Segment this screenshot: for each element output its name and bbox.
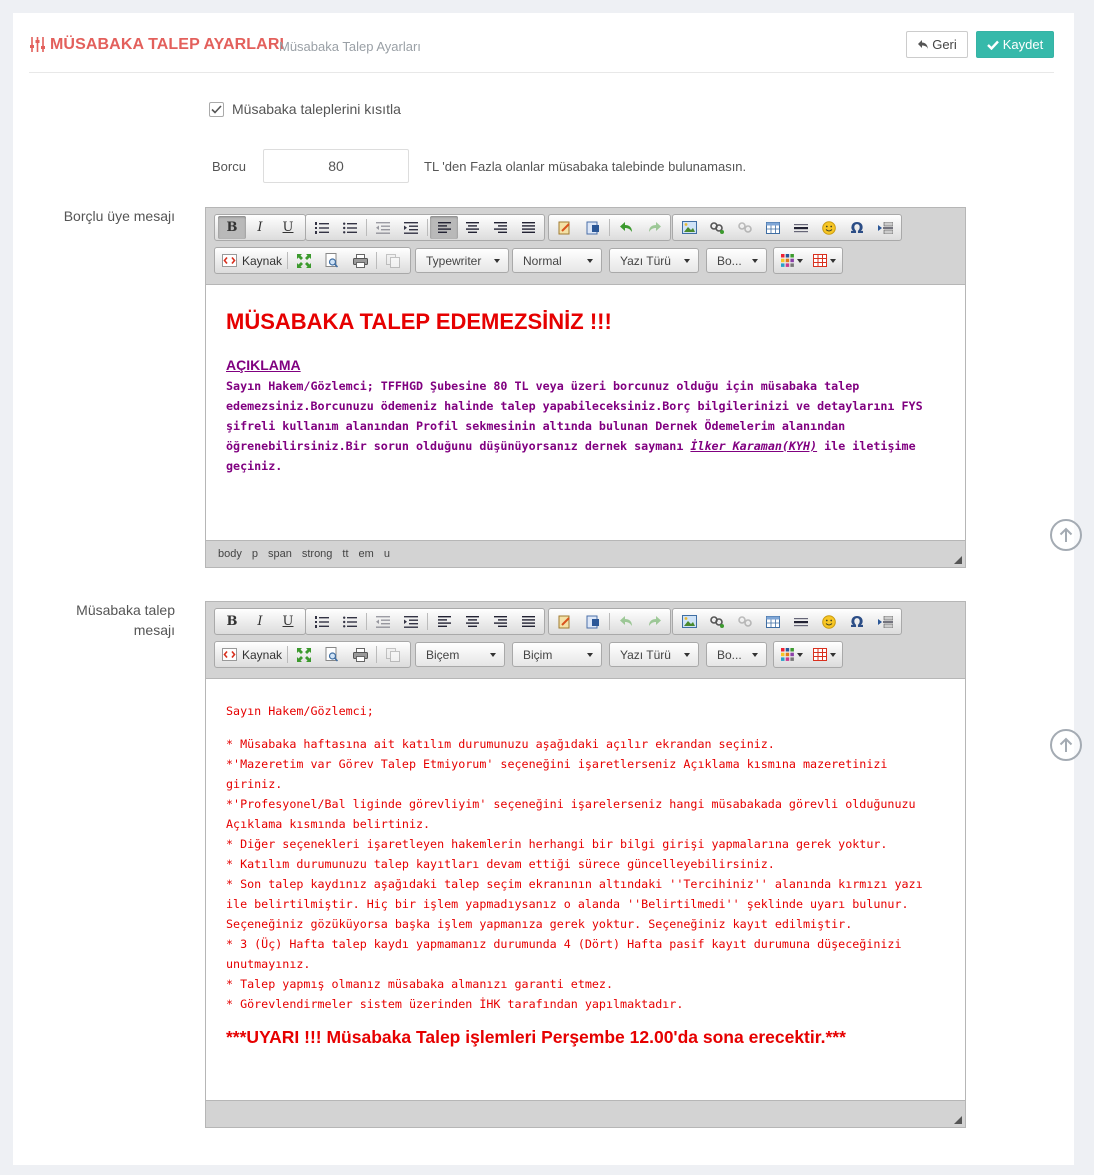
debt-amount-input[interactable] xyxy=(263,149,409,183)
toolbar-separator xyxy=(287,252,288,269)
chevron-down-icon xyxy=(684,259,690,263)
indent-button[interactable] xyxy=(397,610,425,633)
chevron-down-icon xyxy=(830,259,836,263)
restrict-requests-row xyxy=(209,101,401,117)
align-left-icon xyxy=(438,222,451,233)
image-button[interactable] xyxy=(675,216,703,239)
chevron-down-icon xyxy=(797,653,803,657)
unlink-icon xyxy=(738,616,753,628)
italic-icon: I xyxy=(257,220,263,235)
font-size-combo[interactable] xyxy=(706,642,767,667)
check-icon xyxy=(987,40,999,50)
save-button[interactable] xyxy=(976,31,1054,58)
justify-icon xyxy=(522,616,535,627)
editor1-subheading: AÇIKLAMA xyxy=(226,357,301,373)
source-button[interactable] xyxy=(219,249,285,272)
back-button[interactable] xyxy=(906,31,968,58)
paste-text-icon xyxy=(558,221,572,235)
chevron-down-icon xyxy=(587,259,593,263)
basic-styles-group xyxy=(214,608,306,635)
smiley-icon xyxy=(822,615,836,629)
horizontal-rule-icon xyxy=(794,617,808,627)
color-group xyxy=(773,641,843,668)
horizontal-rule-icon xyxy=(794,223,808,233)
bold-icon: B xyxy=(226,220,238,235)
path-item[interactable]: tt xyxy=(342,548,349,560)
paste-text-button[interactable] xyxy=(551,610,579,633)
table-grid-icon xyxy=(813,254,827,267)
toolbar-separator xyxy=(609,219,610,236)
toolbar-separator xyxy=(366,613,367,630)
preview-icon xyxy=(325,647,339,662)
underline-icon: U xyxy=(282,220,294,235)
chevron-down-icon xyxy=(752,653,758,657)
chevron-down-icon xyxy=(752,259,758,263)
list-indent-align-group xyxy=(305,608,545,635)
settings-panel xyxy=(13,13,1074,1165)
debt-suffix-text: TL 'den Fazla olanlar müsabaka talebinde bulunamasın. xyxy=(424,159,747,174)
chevron-down-icon xyxy=(587,653,593,657)
page-break-icon xyxy=(878,222,893,234)
paste-word-button[interactable] xyxy=(579,216,607,239)
request-message-label xyxy=(25,600,175,640)
undo-button[interactable] xyxy=(612,216,640,239)
chevron-down-icon xyxy=(684,653,690,657)
page-break-button[interactable] xyxy=(871,610,899,633)
toolbar-separator xyxy=(427,613,428,630)
redo-icon xyxy=(647,222,662,234)
chevron-down-icon xyxy=(830,653,836,657)
numbered-list-icon xyxy=(315,616,329,628)
editor1-paragraph-end: ile iletişime geçiniz. xyxy=(226,439,916,473)
request-message-editor xyxy=(205,601,966,1128)
arrow-up-icon xyxy=(1059,737,1073,753)
link-icon xyxy=(710,616,725,628)
editor1-paragraph-text: Sayın Hakem/Gözlemci; TFFHGD Şubesine 80 TL veya üzeri borcunuz olduğu için müsabaka talep edemezsiniz.Borcunuzu ödemeniz halinde talep yapabileceksiniz.Borç bilgilerinizi ve detaylarını FYS şifreli kullanım alanından Profil sekmesinin altında bulunan Dernek Ödemelerim alanından öğrenebilirsiniz.Bir sorun olduğunu düşünüyorsanız dernek saymanı xyxy=(226,379,923,453)
maximize-button[interactable] xyxy=(290,643,318,666)
debt-label: Borcu xyxy=(212,159,246,174)
bulleted-list-button[interactable] xyxy=(336,610,364,633)
print-icon xyxy=(353,648,368,662)
underline-icon: U xyxy=(282,614,294,629)
toolbar-separator xyxy=(427,219,428,236)
align-left-button[interactable] xyxy=(430,610,458,633)
source-icon xyxy=(222,254,237,267)
format-combo-value: Biçim xyxy=(523,647,553,662)
editor2-greeting: Sayın Hakem/Gözlemci; xyxy=(226,704,374,718)
back-button-label: Geri xyxy=(932,37,957,52)
align-right-icon xyxy=(494,222,507,233)
italic-button[interactable] xyxy=(246,216,274,239)
page-title: MÜSABAKA TALEP AYARLARI xyxy=(50,36,285,53)
edit-group xyxy=(548,214,671,241)
justify-button[interactable] xyxy=(514,610,542,633)
save-button-label: Kaydet xyxy=(1002,37,1044,52)
numbered-list-button[interactable] xyxy=(308,610,336,633)
table-icon xyxy=(766,222,780,234)
align-left-icon xyxy=(438,616,451,627)
chevron-down-icon xyxy=(490,653,496,657)
paste-text-icon xyxy=(558,615,572,629)
source-button[interactable] xyxy=(219,643,285,666)
color-group xyxy=(773,247,843,274)
outdent-button[interactable] xyxy=(369,216,397,239)
link-button[interactable] xyxy=(703,216,731,239)
resize-handle[interactable] xyxy=(954,556,962,564)
editor1-heading: MÜSABAKA TALEP EDEMEZSİNİZ !!! xyxy=(226,309,612,334)
paste-word-icon xyxy=(586,615,600,629)
font-size-combo[interactable] xyxy=(706,248,767,273)
debtor-message-content[interactable] xyxy=(206,284,965,541)
checkmark-icon xyxy=(211,105,222,114)
outdent-icon xyxy=(376,616,390,628)
resize-handle[interactable] xyxy=(954,1116,962,1124)
source-button-label: Kaynak xyxy=(242,253,283,268)
special-char-button[interactable] xyxy=(843,610,871,633)
smiley-button[interactable] xyxy=(815,216,843,239)
align-center-button[interactable] xyxy=(458,610,486,633)
maximize-button[interactable] xyxy=(290,249,318,272)
source-group xyxy=(214,247,411,274)
align-left-button[interactable] xyxy=(430,216,458,239)
insert-group xyxy=(672,608,902,635)
scroll-to-top-button[interactable] xyxy=(1050,729,1082,761)
paste-text-button[interactable] xyxy=(551,216,579,239)
text-color-button[interactable] xyxy=(776,643,808,666)
paste-word-icon xyxy=(586,221,600,235)
maximize-icon xyxy=(297,254,311,268)
toolbar-separator xyxy=(609,613,610,630)
style-combo[interactable] xyxy=(415,642,505,667)
font-size-combo-value: Bo... xyxy=(717,647,742,662)
list-indent-align-group xyxy=(305,214,545,241)
smiley-icon xyxy=(822,221,836,235)
underline-button[interactable] xyxy=(274,610,302,633)
chevron-down-icon xyxy=(494,259,500,263)
debtor-message-editor xyxy=(205,207,966,568)
page-break-button[interactable] xyxy=(871,216,899,239)
print-icon xyxy=(353,254,368,268)
path-item[interactable]: p xyxy=(251,548,258,560)
request-message-label-line1: Müsabaka talep xyxy=(76,602,175,618)
basic-styles-group xyxy=(214,214,306,241)
restrict-requests-checkbox[interactable] xyxy=(209,102,224,117)
font-combo-value: Yazı Türü xyxy=(620,647,671,662)
preview-icon xyxy=(325,253,339,268)
debtor-message-label: Borçlu üye mesajı xyxy=(63,208,175,224)
indent-icon xyxy=(404,616,418,628)
restrict-requests-label[interactable]: Müsabaka taleplerini kısıtla xyxy=(232,101,401,117)
reply-icon xyxy=(917,39,929,50)
editor1-paragraph xyxy=(226,376,946,476)
bold-button[interactable] xyxy=(218,610,246,633)
page-subtitle: Müsabaka Talep Ayarları xyxy=(279,39,421,54)
indent-button[interactable] xyxy=(397,216,425,239)
chevron-down-icon xyxy=(797,259,803,263)
page-header xyxy=(29,33,1054,73)
unlink-icon xyxy=(738,222,753,234)
table-grid-icon xyxy=(813,648,827,661)
sliders-icon xyxy=(29,36,46,53)
arrow-up-icon xyxy=(1059,527,1073,543)
link-icon xyxy=(710,222,725,234)
image-icon xyxy=(682,221,697,234)
print-button[interactable] xyxy=(346,249,374,272)
treasurer-name: İlker Karaman(KYH) xyxy=(690,439,818,453)
scroll-to-top-button[interactable] xyxy=(1050,519,1082,551)
bulleted-list-icon xyxy=(343,616,357,628)
paste-word-button[interactable] xyxy=(579,610,607,633)
page-break-icon xyxy=(878,616,893,628)
editor2-line: *'Mazeretim var Görev Talep Etmiyorum' seçeneğini işaretlerseniz Açıklama kısmına mazeretinizi giriniz. xyxy=(226,757,888,791)
edit-group xyxy=(548,608,671,635)
path-item[interactable]: u xyxy=(383,548,390,560)
toolbar-separator xyxy=(366,219,367,236)
align-right-button[interactable] xyxy=(486,216,514,239)
italic-button[interactable] xyxy=(246,610,274,633)
redo-button[interactable] xyxy=(640,216,668,239)
numbered-list-icon xyxy=(315,222,329,234)
path-item[interactable]: strong xyxy=(301,548,333,560)
align-center-icon xyxy=(466,222,479,233)
toolbar-separator xyxy=(376,646,377,663)
format-combo[interactable] xyxy=(512,248,602,273)
bold-icon: B xyxy=(226,614,238,629)
color-grid-icon xyxy=(781,254,794,267)
editor2-line: * Görevlendirmeler sistem üzerinden İHK tarafından yapılmaktadır. xyxy=(226,997,684,1011)
image-button[interactable] xyxy=(675,610,703,633)
toolbar-separator xyxy=(376,252,377,269)
justify-icon xyxy=(522,222,535,233)
style-combo-value: Biçem xyxy=(426,647,460,662)
redo-icon xyxy=(647,616,662,628)
maximize-icon xyxy=(297,648,311,662)
bold-button[interactable] xyxy=(218,216,246,239)
unlink-button[interactable] xyxy=(731,610,759,633)
editor2-line: *'Profesyonel/Bal liginde görevliyim' seçeneğini işarelerseniz hangi müsabakada görevli olduğunuzu Açıklama kısmında belirtiniz. xyxy=(226,797,916,831)
redo-button[interactable] xyxy=(640,610,668,633)
align-right-icon xyxy=(494,616,507,627)
editor2-line: * Talep yapmış olmanız müsabaka almanızı garanti etmez. xyxy=(226,977,614,991)
align-right-button[interactable] xyxy=(486,610,514,633)
templates-button[interactable] xyxy=(379,643,407,666)
editor2-warning: ***UYARI !!! Müsabaka Talep işlemleri Perşembe 12.00'da sona erecektir.*** xyxy=(226,1027,846,1047)
print-button[interactable] xyxy=(346,643,374,666)
outdent-button[interactable] xyxy=(369,610,397,633)
font-combo[interactable] xyxy=(609,248,699,273)
path-item[interactable]: body xyxy=(218,548,242,560)
undo-icon xyxy=(619,222,634,234)
align-center-icon xyxy=(466,616,479,627)
templates-icon xyxy=(386,648,400,662)
editor2-line: * Diğer seçenekleri işaretleyen hakemlerin herhangi bir bilgi girişi yapmalarına gerek yoktur. xyxy=(226,837,888,851)
source-button-label: Kaynak xyxy=(242,647,283,662)
bulleted-list-icon xyxy=(343,222,357,234)
text-color-button[interactable] xyxy=(776,249,808,272)
align-center-button[interactable] xyxy=(458,216,486,239)
editor2-line: * Katılım durumunuzu talep kayıtları devam ettiği sürece güncelleyebilirsiniz. xyxy=(226,857,775,871)
editor-statusbar xyxy=(206,541,965,567)
preview-button[interactable] xyxy=(318,643,346,666)
format-combo-value: Normal xyxy=(523,253,562,268)
element-path xyxy=(218,548,390,560)
editor2-line: * Son talep kaydınız aşağıdaki talep seçim ekranının altındaki ''Tercihiniz'' alanında kırmızı yazı ile belirtilmiştir. Hiç bir işlem yapmadıysanız o alanda ''Belirtilmedi'' şeklinde uyarı bulunur. Seçeneğiniz gözüküyorsa başka işlem yapmanıza gerek yoktur. Seçeneğiniz kayıt edilmiştir. xyxy=(226,877,923,931)
image-icon xyxy=(682,615,697,628)
style-combo[interactable] xyxy=(415,248,509,273)
editor2-line: * 3 (Üç) Hafta talep kaydı yapmamanız durumunda 4 (Dört) Hafta pasif kayıt durumuna düşeceğinizi unutmayınız. xyxy=(226,937,902,971)
format-combo[interactable] xyxy=(512,642,602,667)
style-combo-value: Typewriter xyxy=(426,253,482,268)
omega-icon: Ω xyxy=(850,218,864,237)
path-item[interactable]: em xyxy=(358,548,374,560)
source-group xyxy=(214,641,411,668)
table-grid-button[interactable] xyxy=(808,643,840,666)
font-combo[interactable] xyxy=(609,642,699,667)
request-message-content[interactable] xyxy=(206,678,965,1101)
unlink-button[interactable] xyxy=(731,216,759,239)
templates-button[interactable] xyxy=(379,249,407,272)
font-combo-value: Yazı Türü xyxy=(620,253,671,268)
editor2-line: * Müsabaka haftasına ait katılım durumunuzu aşağıdaki açılır ekrandan seçiniz. xyxy=(226,737,775,751)
insert-group xyxy=(672,214,902,241)
source-icon xyxy=(222,648,237,661)
undo-button[interactable] xyxy=(612,610,640,633)
editor-toolbar xyxy=(206,208,965,284)
templates-icon xyxy=(386,254,400,268)
editor2-body xyxy=(226,701,946,1014)
underline-button[interactable] xyxy=(274,216,302,239)
undo-icon xyxy=(619,616,634,628)
toolbar-separator xyxy=(287,646,288,663)
indent-icon xyxy=(404,222,418,234)
table-icon xyxy=(766,616,780,628)
path-item[interactable]: span xyxy=(267,548,292,560)
request-message-label-line2: mesajı xyxy=(133,622,175,638)
editor-toolbar xyxy=(206,602,965,678)
color-grid-icon xyxy=(781,648,794,661)
horizontal-rule-button[interactable] xyxy=(787,610,815,633)
link-button[interactable] xyxy=(703,610,731,633)
omega-icon: Ω xyxy=(850,612,864,631)
font-size-combo-value: Bo... xyxy=(717,253,742,268)
outdent-icon xyxy=(376,222,390,234)
numbered-list-button[interactable] xyxy=(308,216,336,239)
table-button[interactable] xyxy=(759,610,787,633)
editor-statusbar xyxy=(206,1101,965,1127)
preview-button[interactable] xyxy=(318,249,346,272)
table-button[interactable] xyxy=(759,216,787,239)
italic-icon: I xyxy=(257,614,263,629)
smiley-button[interactable] xyxy=(815,610,843,633)
special-char-button[interactable] xyxy=(843,216,871,239)
horizontal-rule-button[interactable] xyxy=(787,216,815,239)
table-grid-button[interactable] xyxy=(808,249,840,272)
justify-button[interactable] xyxy=(514,216,542,239)
bulleted-list-button[interactable] xyxy=(336,216,364,239)
